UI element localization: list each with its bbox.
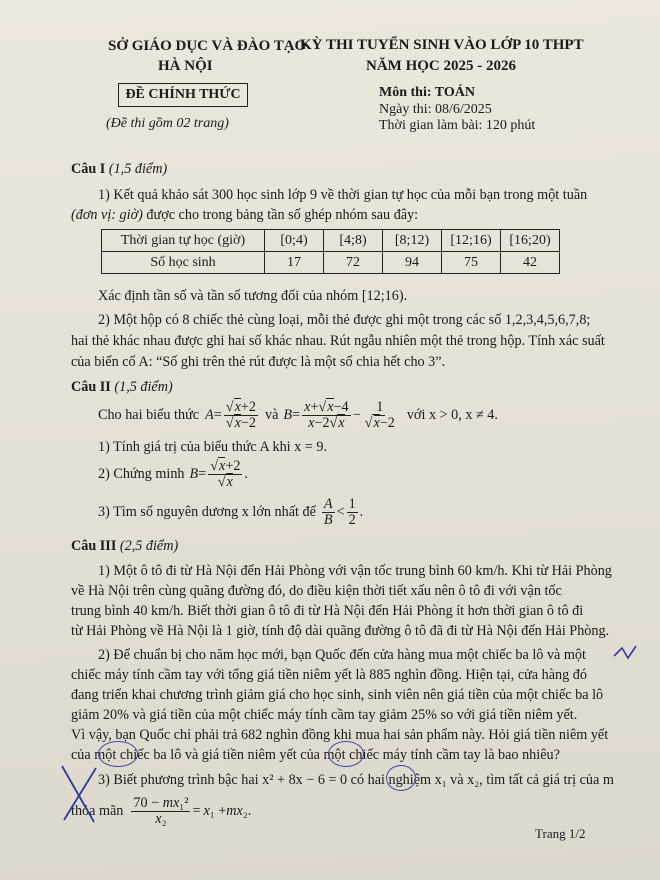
- q3-part2-line6: của một chiếc ba lô và giá tiền niêm yết của một chiếc máy tính cầm tay là bao nhiêu?: [71, 747, 560, 763]
- page-number: Trang 1/2: [535, 826, 586, 841]
- table-count-cell: 75: [442, 252, 501, 274]
- expression-a: √ x+2 √ x−2: [224, 400, 258, 431]
- q2-condition: với x > 0, x ≠ 4.: [406, 407, 498, 423]
- q2-task2-row: 2) Chứng minh B = √ x+2 √ x .: [98, 456, 248, 492]
- question-3-points: (2,5 điểm): [119, 538, 179, 554]
- q1-part2-line1: 2) Một hộp có 8 chiếc thẻ cùng loại, mỗi thẻ được ghi một trong các số 1,2,3,4,5,6,7,8;: [98, 312, 591, 328]
- question-3-title: Câu III: [71, 538, 117, 554]
- q1-unit: (đơn vị: giờ): [71, 207, 143, 223]
- exam-duration: Thời gian làm bài: 120 phút: [379, 118, 536, 133]
- q1-part1-task: Xác định tần số và tần số tương đối của nhóm [12;16).: [98, 288, 408, 304]
- frequency-table: [101, 229, 560, 274]
- table-count-cell: 72: [324, 252, 383, 274]
- table-group-cell: [0;4): [265, 230, 324, 252]
- q3-part3-line2: thỏa mãn $\frac{\text{70 − mx₁²}}{\text{x₂}}$ = x ₁ + m x ₂.: [71, 794, 252, 827]
- table-count-cell: 42: [501, 252, 560, 274]
- pen-circle-mark: [328, 741, 364, 767]
- pen-cross-mark: [56, 760, 106, 828]
- q1-part1-line2-rest: được cho trong bảng tần số ghép nhóm sau đây:: [142, 207, 419, 223]
- exam-title: KỲ THI TUYỂN SINH VÀO LỚP 10 THPT: [300, 37, 584, 53]
- q3-part3-prefix: thỏa mãn: [71, 803, 124, 819]
- q2-task1: 1) Tính giá trị của biểu thức A khi x = 9.: [98, 439, 327, 455]
- q2-task2: 2) Chứng minh: [98, 466, 185, 482]
- q3-part2-line5: Vì vậy, bạn Quốc chỉ phải trả 682 nghìn đồng khi mua hai sản phẩm này. Hỏi giá tiền niêm yết: [71, 727, 609, 743]
- q2-intro: Cho hai biểu thức: [98, 407, 200, 423]
- table-row-label-time: Thời gian tự học (giờ): [102, 230, 265, 252]
- one-half: $\frac{1}{2}$: [348, 495, 356, 528]
- exam-date: Ngày thi: 08/6/2025: [379, 102, 492, 117]
- q3-part1-line3: trung bình 40 km/h. Biết thời gian ô tô đi từ Hà Nội đến Hải Phòng ít hơn thời gian ô tô đi: [71, 603, 584, 619]
- department-name: SỞ GIÁO DỤC VÀ ĐÀO TẠO: [108, 38, 307, 54]
- q3-part2-line2: chiếc máy tính cầm tay với tổng giá tiền niêm yết là 885 nghìn đồng. Hiện tại, cửa hàng đó: [71, 667, 587, 683]
- table-group-cell: [8;12): [383, 230, 442, 252]
- condition-fraction: $\frac{\text{70 − mx₁²}}{\text{x₂}}$: [133, 794, 189, 827]
- table-row-label-count: Số học sinh: [102, 252, 265, 274]
- official-label: ĐỀ CHÍNH THỨC: [118, 83, 248, 107]
- question-2-points: (1,5 điểm): [114, 379, 173, 395]
- question-2-title: Câu II: [71, 379, 111, 395]
- q3-part1-line2: về Hà Nội trên cùng quãng đường đó, do điều kiện thời tiết xấu nên ô tô đi với vận tốc: [71, 583, 562, 599]
- q3-part1-line1: 1) Một ô tô đi từ Hà Nội đến Hải Phòng với vận tốc trung bình 60 km/h. Khi từ Hải Phòng: [98, 563, 612, 579]
- table-row: [102, 230, 560, 252]
- question-1-heading: [71, 160, 167, 178]
- q3-part3-line1: 3) Biết phương trình bậc hai x² + 8x − 6 = 0 có hai nghiệm x₁ và x₂, tìm tất cả giá trị của m: [98, 772, 614, 788]
- q1-part2-line3: của biến cố A: “Số ghi trên thẻ rút được là một số chia hết cho 3”.: [71, 354, 446, 370]
- question-1-title: Câu I: [71, 161, 106, 177]
- table-count-cell: 94: [383, 252, 442, 274]
- expression-b-result: √ x+2 √ x: [208, 459, 242, 490]
- expression-b-part2: 1 √ x−2: [363, 400, 397, 431]
- pages-note: (Đề thi gồm 02 trang): [106, 116, 229, 131]
- question-2-heading: [71, 378, 173, 396]
- pen-scribble-mark: [610, 642, 640, 666]
- table-count-cell: 17: [265, 252, 324, 274]
- city-name: HÀ NỘI: [158, 58, 213, 74]
- q2-expressions: Cho hai biểu thức A = √ x+2 √ x−2 và B = $\frac{x+√ x-4}{x-2√ x}$ − 1 √ x−2 với x > 0, x ≠ 4.: [98, 396, 498, 434]
- table-group-cell: [16;20): [501, 230, 560, 252]
- q3-part2-line3: đang triển khai chương trình giảm giá cho học sinh, sinh viên nên giá tiền của một chiếc ba lô: [71, 687, 604, 703]
- q1-part1-line1: 1) Kết quả khảo sát 300 học sinh lớp 9 về thời gian tự học của mỗi bạn trong một tuần: [98, 187, 588, 203]
- q1-part1-line2: [71, 206, 418, 224]
- q2-task3-row: 3) Tìm số nguyên dương x lớn nhất để $\frac{A}{B}$ < $\frac{1}{2}$ .: [98, 495, 364, 528]
- q3-part2-line4: giảm 20% và giá tiền của một chiếc máy tính cầm tay giảm 25% so với giá tiền niêm yết.: [71, 707, 578, 723]
- table-group-cell: [12;16): [442, 230, 501, 252]
- pen-circle-mark: [386, 765, 416, 791]
- q3-part2-line1: 2) Để chuẩn bị cho năm học mới, bạn Quốc đến cửa hàng mua một chiếc ba lô và một: [98, 647, 586, 663]
- q3-part1-line4: từ Hải Phòng về Hà Nội là 1 giờ, tính độ dài quãng đường ô tô đã đi từ Hà Nội đến Hải Phòng.: [71, 623, 610, 639]
- question-3-heading: [71, 537, 178, 555]
- q1-part2-line2: hai thẻ khác nhau được ghi hai số khác nhau. Rút ngẫu nhiên một thẻ trong hộp. Tính xác suất: [71, 333, 605, 349]
- table-group-cell: [4;8): [324, 230, 383, 252]
- expression-b-part1: $\frac{x+√ x-4}{x-2√ x}$: [302, 400, 351, 431]
- school-year: NĂM HỌC 2025 - 2026: [366, 58, 516, 74]
- q2-task3: 3) Tìm số nguyên dương x lớn nhất để: [98, 504, 316, 520]
- table-row: [102, 252, 560, 274]
- question-1-points: (1,5 điểm): [108, 161, 168, 177]
- subject: Môn thi: TOÁN: [379, 85, 475, 100]
- ratio-a-over-b: $\frac{A}{B}$: [323, 495, 333, 528]
